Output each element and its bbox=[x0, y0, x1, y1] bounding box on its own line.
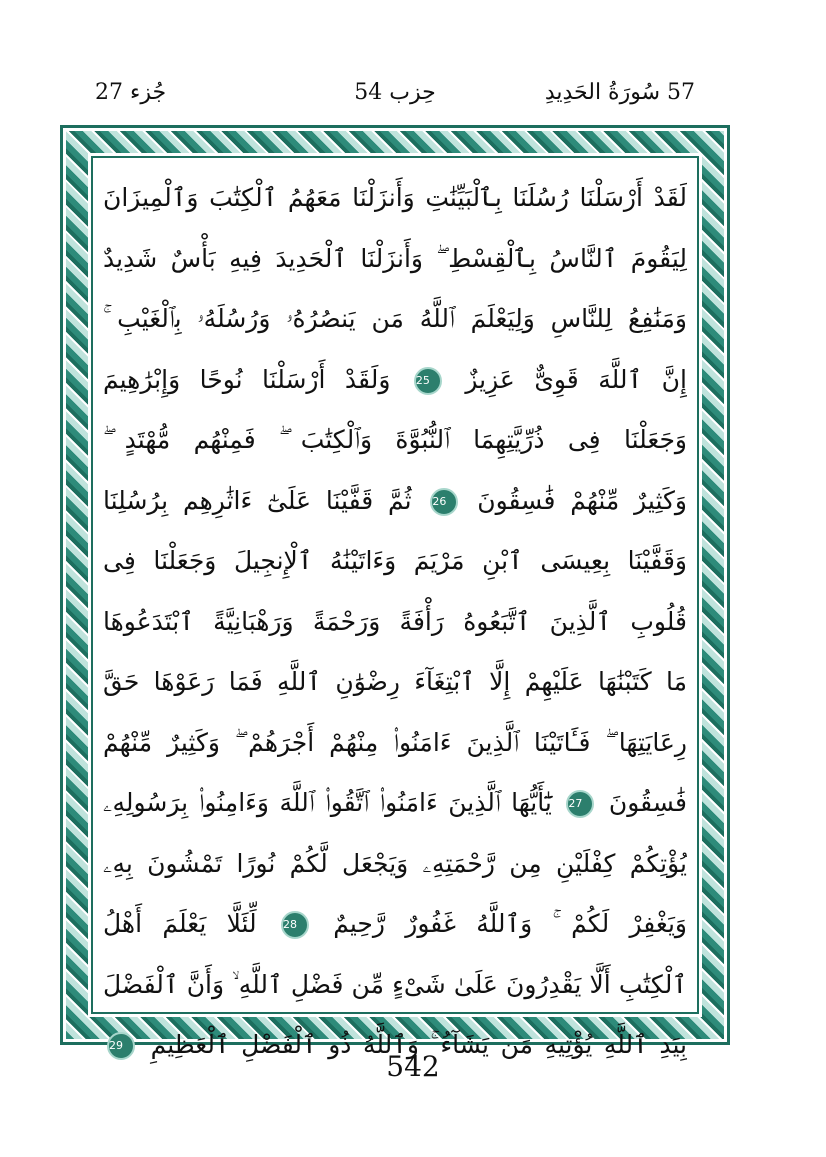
verse-text: يَٰٓأَيُّهَا ٱلَّذِينَ ءَامَنُوا۟ ٱتَّقُوا۟ ٱللَّهَ وَءَامِنُوا۟ بِرَسُولِهِۦ bbox=[103, 788, 552, 817]
page-header bbox=[95, 80, 695, 120]
verse-text: لَقَدْ أَرْسَلْنَا رُسُلَنَا بِٱلْبَيِّنَٰتِ وَأَنزَلْنَا مَعَهُمُ ٱلْكِتَٰبَ وَٱلْمِيزَانَ bbox=[103, 183, 687, 212]
verse-text: وَمَنَٰفِعُ لِلنَّاسِ وَلِيَعْلَمَ ٱللَّهُ مَن يَنصُرُهُۥ وَرُسُلَهُۥ بِٱلْغَيْبِ ۚ bbox=[103, 304, 687, 333]
text-line-12 bbox=[103, 834, 687, 895]
text-line-13 bbox=[103, 894, 687, 955]
verse-text: وَقَفَّيْنَا بِعِيسَى ٱبْنِ مَرْيَمَ وَءَاتَيْنَٰهُ ٱلْإِنجِيلَ وَجَعَلْنَا فِى bbox=[103, 546, 687, 575]
verse-text: قُلُوبِ ٱلَّذِينَ ٱتَّبَعُوهُ رَأْفَةً وَرَحْمَةً وَرَهْبَانِيَّةً ٱبْتَدَعُوهَا bbox=[103, 606, 687, 636]
verse-text: وَيَغْفِرْ لَكُمْ ۚ وَٱللَّهُ غَفُورٌ رَّحِيمٌ bbox=[333, 909, 687, 938]
text-line-1 bbox=[103, 168, 687, 229]
text-line-10 bbox=[103, 713, 687, 774]
ayah-marker-28: 28 bbox=[281, 911, 309, 939]
verse-text: رِعَايَتِهَا ۖ فَـَٔاتَيْنَا ٱلَّذِينَ ءَامَنُوا۟ مِنْهُمْ أَجْرَهُمْ ۖ وَكَثِيرٌ مِّنْهُمْ bbox=[103, 727, 687, 757]
text-line-9 bbox=[103, 652, 687, 713]
verse-text: مَا كَتَبْنَٰهَا عَلَيْهِمْ إِلَّا ٱبْتِغَآءَ رِضْوَٰنِ ٱللَّهِ فَمَا رَعَوْهَا حَقَّ bbox=[103, 667, 687, 696]
page-number: 542 bbox=[386, 1050, 440, 1083]
text-line-2 bbox=[103, 229, 687, 290]
verse-text: ثُمَّ قَفَّيْنَا عَلَىٰٓ ءَاثَٰرِهِم بِرُسُلِنَا bbox=[103, 485, 412, 515]
text-line-4 bbox=[103, 350, 687, 411]
quran-text bbox=[103, 168, 687, 1059]
verse-text: بِيَدِ ٱللَّهِ يُؤْتِيهِ مَن يَشَآءُ ۚ وَٱللَّهُ ذُو ٱلْفَضْلِ ٱلْعَظِيمِ bbox=[150, 1030, 687, 1059]
verse-text: لِّئَلَّا يَعْلَمَ أَهْلُ bbox=[103, 909, 257, 938]
ayah-marker-26: 26 bbox=[430, 488, 458, 516]
juz-label: جُزء 27 bbox=[95, 80, 167, 105]
hizb-label: حِزب 54 bbox=[354, 80, 436, 105]
text-line-3 bbox=[103, 289, 687, 350]
ayah-marker-29: 29 bbox=[107, 1032, 135, 1060]
verse-text: إِنَّ ٱللَّهَ قَوِىٌّ عَزِيزٌ bbox=[465, 364, 687, 394]
verse-text: ٱلْكِتَٰبِ أَلَّا يَقْدِرُونَ عَلَىٰ شَىْءٍ مِّن فَضْلِ ٱللَّهِ ۙ وَأَنَّ ٱلْفَضْلَ bbox=[103, 969, 687, 999]
text-line-14 bbox=[103, 955, 687, 1016]
ayah-marker-25: 25 bbox=[414, 367, 442, 395]
text-line-5 bbox=[103, 410, 687, 471]
text-line-6 bbox=[103, 471, 687, 532]
ayah-marker-27: 27 bbox=[566, 790, 594, 818]
verse-text: يُؤْتِكُمْ كِفْلَيْنِ مِن رَّحْمَتِهِۦ وَيَجْعَل لَّكُمْ نُورًا تَمْشُونَ بِهِۦ bbox=[103, 848, 687, 878]
verse-text: لِيَقُومَ ٱلنَّاسُ بِٱلْقِسْطِ ۖ وَأَنزَلْنَا ٱلْحَدِيدَ فِيهِ بَأْسٌ شَدِيدٌ bbox=[103, 243, 687, 273]
verse-text: وَلَقَدْ أَرْسَلْنَا نُوحًا وَإِبْرَٰهِيمَ bbox=[103, 364, 391, 394]
surah-title: 57 سُورَةُ الحَدِيدِ bbox=[544, 80, 695, 105]
text-line-8 bbox=[103, 592, 687, 653]
verse-text: وَجَعَلْنَا فِى ذُرِّيَّتِهِمَا ٱلنُّبُوَّةَ وَٱلْكِتَٰبَ ۖ فَمِنْهُم مُّهْتَدٍ ۖ bbox=[103, 425, 687, 454]
ornamental-frame bbox=[60, 125, 730, 1059]
verse-text: فَٰسِقُونَ bbox=[608, 788, 687, 817]
text-line-7 bbox=[103, 531, 687, 592]
verse-text: وَكَثِيرٌ مِّنْهُمْ فَٰسِقُونَ bbox=[477, 485, 687, 515]
text-line-11 bbox=[103, 773, 687, 834]
